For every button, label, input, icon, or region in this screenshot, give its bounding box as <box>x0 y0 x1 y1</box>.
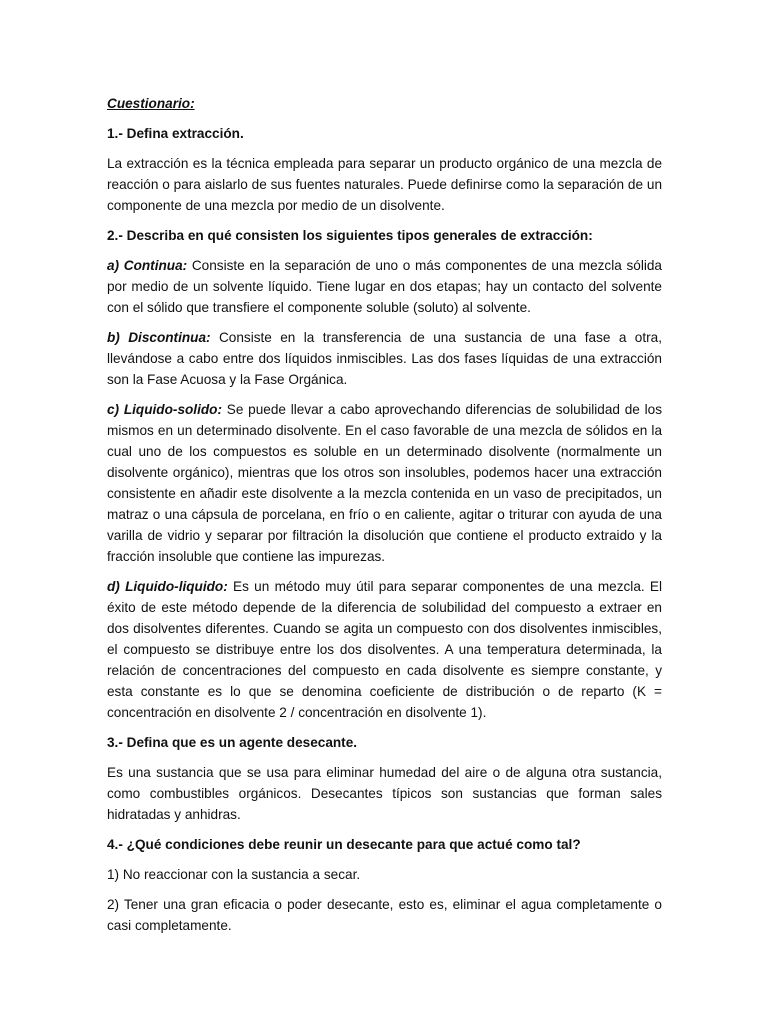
condition-item-1: 1) No reaccionar con la sustancia a secar. <box>107 867 361 882</box>
type-text-continua: Consiste en la separación de uno o más componentes de una mezcla sólida por medio de un solvente líquido. Tiene lugar en dos etapas; hay un contacto del solvente con el sólido que transfiere el componente soluble (soluto) al solvente. <box>107 258 662 315</box>
condition-item-2: 2) Tener una gran eficacia o poder desecante, esto es, eliminar el agua completamente o casi completamente. <box>107 897 662 933</box>
extraction-type-discontinua <box>107 327 662 390</box>
type-label-continua: a) Continua: <box>107 258 188 273</box>
type-text-discontinua: Consiste en la transferencia de una sustancia de una fase a otra, llevándose a cabo entre dos líquidos inmiscibles. Las dos fases líquidas de una extracción son la Fase Acuosa y la Fase Orgánica. <box>107 330 662 387</box>
type-text-liquido-liquido: Es un método muy útil para separar componentes de una mezcla. El éxito de este método depende de la diferencia de solubilidad del compuesto a extraer en dos disolventes diferentes. Cuando se agita un compuesto con dos disolventes inmiscibles, el compuesto se distribuye entre los dos disolventes. A una temperatura determinada, la relación de concentraciones del compuesto en cada disolvente es siempre constante, y esta constante es lo que se denomina coeficiente de distribución o de reparto (K = concentración en disolvente 2 / concentración en disolvente 1). <box>107 579 663 720</box>
page-title: Cuestionario: <box>107 96 195 111</box>
type-label-liquido-liquido: d) Liquido-liquido: <box>107 579 228 594</box>
type-label-discontinua: b) Discontinua: <box>107 330 211 345</box>
type-text-liquido-solido: Se puede llevar a cabo aprovechando diferencias de solubilidad de los mismos en un determinado disolvente. En el caso favorable de una mezcla de sólidos en la cual uno de los compuestos es soluble en un determinado disolvente (normalmente un disolvente orgánico), mientras que los otros son insolubles, podemos hacer una extracción consistente en añadir este disolvente a la mezcla contenida en un vaso de precipitados, un matraz o una cápsula de porcelana, en frío o en caliente, agitar o triturar con ayuda de una varilla de vidrio y separar por filtración la disolución que contiene el producto extraido y la fracción insoluble que contiene las impurezas. <box>107 402 662 564</box>
extraction-type-liquido-liquido <box>107 576 662 723</box>
extraction-type-liquido-solido <box>107 399 662 567</box>
question-3-heading: 3.- Defina que es un agente desecante. <box>107 735 358 750</box>
question-1-heading: 1.- Defina extracción. <box>107 126 244 141</box>
question-1-answer: La extracción es la técnica empleada para separar un producto orgánico de una mezcla de reacción o para aislarlo de sus fuentes naturales. Puede definirse como la separación de un componente de una mezcla por medio de un disolvente. <box>107 156 662 213</box>
type-label-liquido-solido: c) Liquido-solido: <box>107 402 222 417</box>
question-2-heading: 2.- Describa en qué consisten los siguientes tipos generales de extracción: <box>107 228 593 243</box>
question-4-heading: 4.- ¿Qué condiciones debe reunir un desecante para que actué como tal? <box>107 837 581 852</box>
question-3-answer: Es una sustancia que se usa para eliminar humedad del aire o de alguna otra sustancia, como combustibles orgánicos. Desecantes típicos son sustancias que forman sales hidratadas y anhidras. <box>107 765 662 822</box>
extraction-type-continua <box>107 255 662 318</box>
